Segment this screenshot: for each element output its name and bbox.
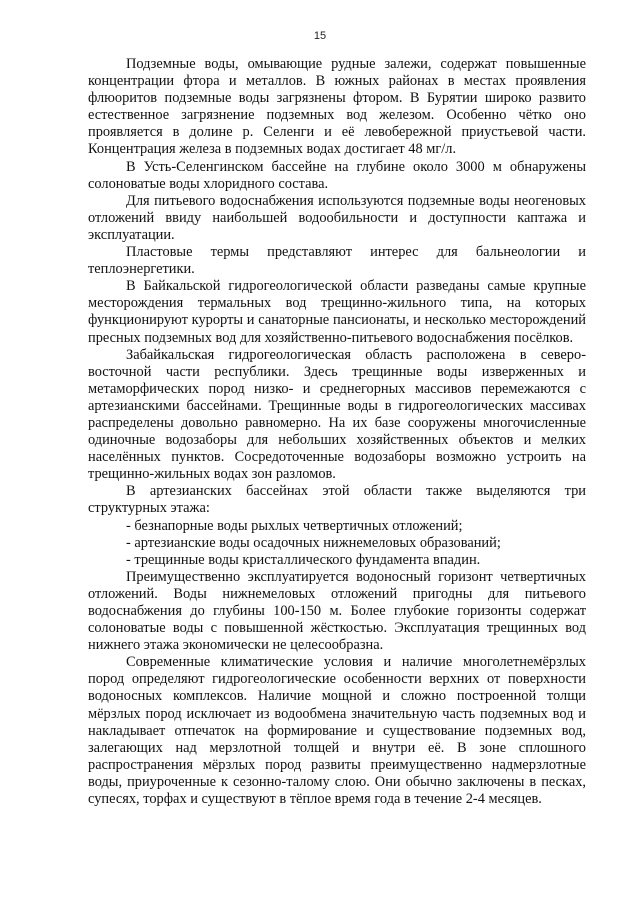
page-number: 15	[313, 30, 327, 42]
list-item: - безнапорные воды рыхлых четвертичных отложений;	[126, 517, 463, 534]
body-text	[88, 56, 586, 808]
paragraph: В артезианских бассейнах этой области также выделяются три структурных этажа:	[88, 483, 586, 517]
paragraph: Забайкальская гидрогеологическая область расположена в северо-восточной части республики. Здесь трещинные воды изверженных и метаморфических пород низко- и среднегорных массивов перемежаются с артезианскими бассейнами. Трещинные воды в гидрогеологических массивах распределены довольно равномерно. На их базе сооружены многочисленные одиночные водозаборы для небольших хозяйственных объектов и мелких населённых пунктов. Сосредоточенные водозаборы возможно устроить на трещинно-жильных водах зон разломов.	[88, 346, 586, 483]
paragraph: Для питьевого водоснабжения используются подземные воды неогеновых отложений ввиду наибольшей водообильности и доступности каптажа и эксплуатации.	[88, 192, 586, 243]
paragraph: В Усть-Селенгинском бассейне на глубине около 3000 м обнаружены солоноватые воды хлоридного состава.	[88, 158, 586, 192]
paragraph: Подземные воды, омывающие рудные залежи, содержат повышенные концентрации фтора и металлов. В южных районах в местах проявления флюоритов подземные воды загрязнены фтором. В Бурятии широко развито естественное загрязнение подземных вод железом. Особенно чётко оно проявляется в долине р. Селенги и её левобережной приустьевой части. Концентрация железа в подземных водах достигает 48 мг/л.	[88, 56, 586, 158]
paragraph: Пластовые термы представляют интерес для бальнеологии и теплоэнергетики.	[88, 244, 586, 278]
paragraph: В Байкальской гидрогеологической области разведаны самые крупные месторождения термальных вод трещинно-жильного типа, на которых функционируют курорты и санаторные пансионаты, и несколько месторождений пресных подземных вод для хозяйственно-питьевого водоснабжения посёлков.	[88, 278, 586, 346]
paragraph: Преимущественно эксплуатируется водоносный горизонт четвертичных отложений. Воды нижнемеловых отложений пригодны для питьевого водоснабжения до глубины 100-150 м. Более глубокие горизонты содержат солоноватые воды с повышенной жёсткостью. Эксплуатация трещинных вод нижнего этажа экономически не целесообразна.	[88, 568, 586, 654]
list-item: - артезианские воды осадочных нижнемеловых образований;	[126, 534, 501, 551]
list-item: - трещинные воды кристаллического фундамента впадин.	[126, 551, 481, 568]
paragraph: Современные климатические условия и наличие многолетнемёрзлых пород определяют гидрогеологические особенности верхних от поверхности водоносных комплексов. Наличие мощной и сложно построенной толщи мёрзлых пород исключает из водообмена значительную часть подземных вод и накладывает отпечаток на формирование и существование подземных вод, залегающих над мерзлотной толщей и внутри её. В зоне сплошного распространения мёрзлых пород развиты преимущественно надмерзлотные воды, приуроченные к сезонно-талому слою. Они обычно заключены в песках, супесях, торфах и существуют в тёплое время года в течение 2-4 месяцев.	[88, 654, 586, 808]
